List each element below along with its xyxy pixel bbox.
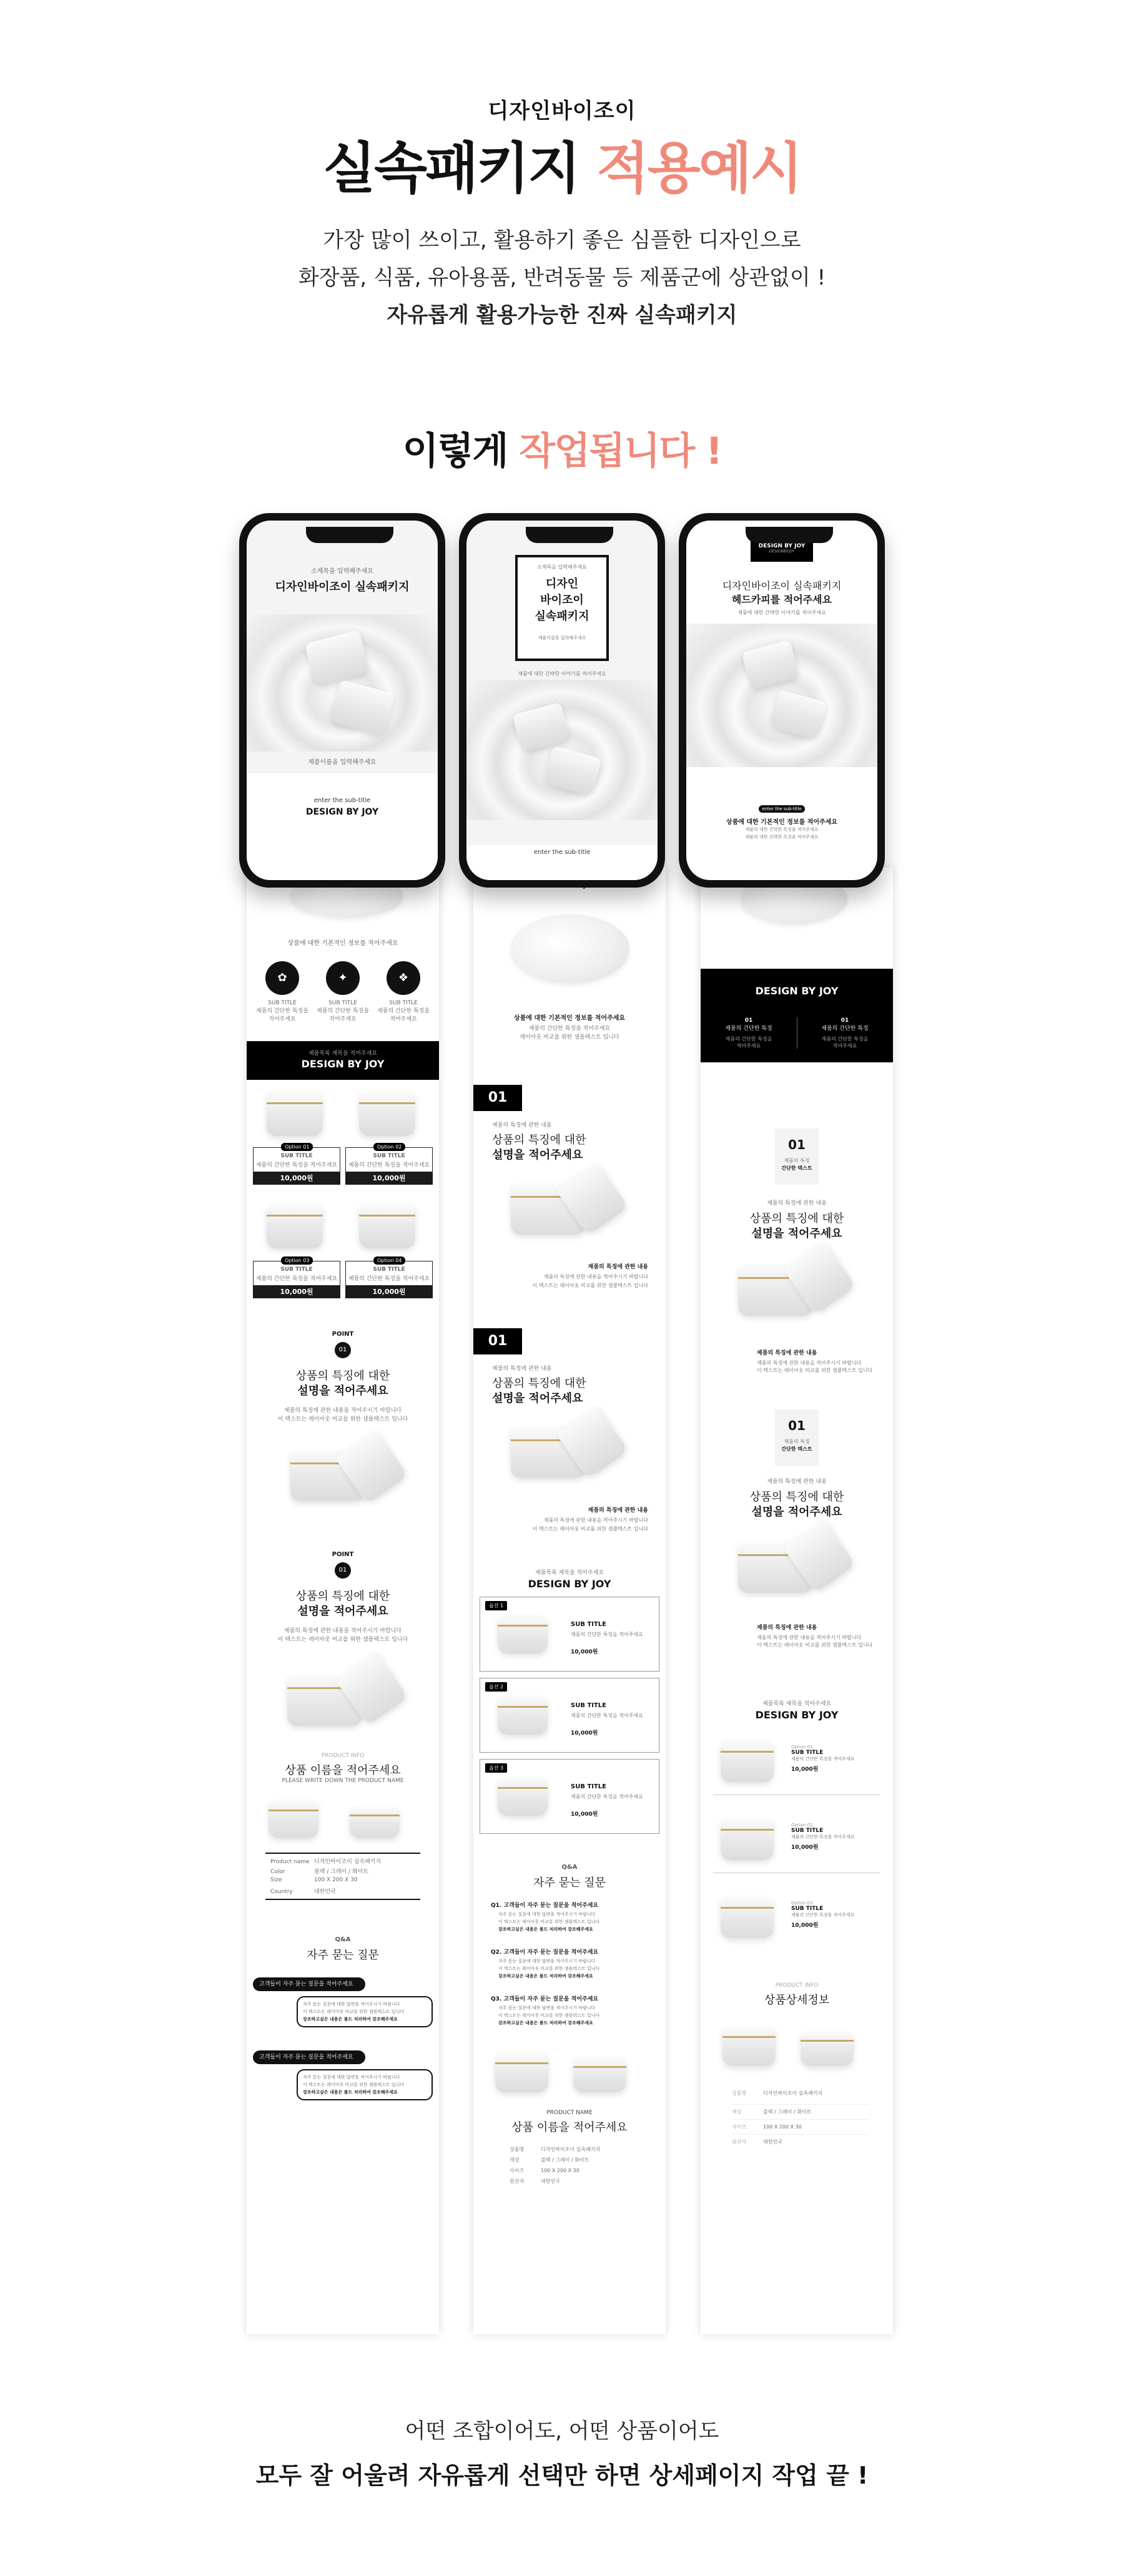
- hero-title-accent: 적용예시: [596, 136, 801, 200]
- detail-page-column-1: [247, 868, 439, 2334]
- faq-answer: 이 텍스트는 레이아웃 비교를 위한 샘플텍스트 입니다: [498, 1966, 600, 1971]
- point-title-2: 설명을 적어주세요: [297, 1384, 388, 1398]
- point-number: 01: [335, 1342, 351, 1358]
- point-desc-1: 제품의 특징에 관한 내용을 적어주시기 바랍니다: [283, 1628, 402, 1634]
- product-name-label: PRODUCT NAME: [546, 2110, 593, 2116]
- feature-title: SUB TITLE: [268, 1000, 297, 1006]
- point-label: POINT: [332, 1551, 354, 1558]
- intro-text: [0, 222, 1124, 334]
- product-image: [267, 1205, 323, 1248]
- feature-title-2: 설명을 적어주세요: [492, 1148, 583, 1162]
- faq-question[interactable]: Q1. 고객들이 자주 묻는 질문을 적어주세요: [491, 1903, 599, 1909]
- product-image: [269, 1801, 318, 1838]
- faq-answer: 자주 묻는 질문에 대한 답변을 적어주시기 바랍니다 이 텍스트는 레이아웃 비교를 위한 샘플텍스트 입니다 강조하고싶은 내용은 볼드 처리하여 강조해주세요: [297, 1996, 433, 2027]
- phone-subtitle: 헤드카피를 적어주세요: [731, 594, 832, 605]
- product-title: SUB TITLE: [280, 1153, 313, 1159]
- banner-item: 01 제품의 간단한 특징 제품의 간단한 특징을 적어주세요: [725, 1017, 772, 1049]
- phone-mockup-1: [239, 513, 445, 888]
- product-info-label: PRODUCT INFO: [321, 1753, 365, 1759]
- point-title-1: 상품의 특징에 대한: [295, 1369, 390, 1383]
- phone-caption: 제품이름을 입력해주세요: [308, 759, 377, 766]
- feature-label: 제품의 특징에 관한 내용: [767, 1200, 827, 1207]
- list-small-title: 제품목록 제목을 적어주세요: [535, 1570, 604, 1576]
- table-row: 상품명 디자인바이조이 실속패키지: [510, 2147, 601, 2152]
- option-tag: Option 02: [373, 1143, 405, 1151]
- phone-mockup-3: [679, 513, 885, 888]
- list-small-title: 제품목록 제목을 적어주세요: [762, 1701, 832, 1707]
- product-card[interactable]: [253, 1144, 340, 1172]
- feature-label: 제품의 특징에 관한 내용: [492, 1122, 552, 1129]
- phone-screen: [686, 521, 877, 880]
- phone-title: 디자인바이조이 실속패키지: [722, 580, 842, 592]
- table-row: Color 블랙 / 그레이 / 화이트: [270, 1869, 369, 1875]
- product-image: [801, 2032, 854, 2066]
- feature-item: [317, 1000, 369, 1022]
- feature-right-desc: 이 텍스트는 레이아웃 비교를 위한 샘플텍스트 입니다: [757, 1642, 873, 1648]
- product-image: [359, 1092, 415, 1136]
- product-price: 10,000원: [345, 1172, 433, 1185]
- feature-title-1: 상품의 특징에 대한: [492, 1134, 586, 1147]
- feature-item: [256, 1000, 308, 1022]
- feature-number: 01: [473, 1085, 522, 1111]
- section-title-main: 이렇게: [402, 429, 508, 473]
- phone-title: 디자인바이조이 실속패키지: [275, 580, 410, 594]
- feature-right-desc: 제품의 특징에 관한 내용을 적어주시기 바랍니다: [757, 1360, 862, 1366]
- product-title: SUB TITLE: [280, 1266, 313, 1273]
- product-list-banner: [247, 1041, 439, 1080]
- card-price: 10,000원: [571, 1811, 598, 1818]
- faq-answer: 자주 묻는 질문에 대한 답변을 적어주시기 바랍니다 이 텍스트는 레이아웃 비교를 위한 샘플텍스트 입니다 강조하고싶은 내용은 볼드 처리하여 강조해주세요: [297, 2069, 433, 2100]
- list-title: DESIGN BY JOY: [528, 1578, 611, 1590]
- table-row: 색상 블랙 / 그레이 / 화이트: [732, 2105, 869, 2120]
- table-row: 사이즈 100 X 200 X 30: [510, 2168, 579, 2173]
- card-desc: 제품의 간단한 특징을 적어주세요: [571, 1632, 643, 1637]
- intro-line-3: 자유롭게 활용가능한 진짜 실속패키지: [387, 303, 737, 328]
- spec-table: [510, 2146, 647, 2188]
- product-image: [722, 2027, 776, 2066]
- feature-right-title: 제품의 특징에 관한 내용: [757, 1350, 817, 1356]
- feature-item: [377, 1000, 430, 1022]
- phone-mockup-2: [459, 513, 665, 888]
- product-price: 10,000원: [253, 1286, 340, 1298]
- faq-answer: 이 텍스트는 레이아웃 비교를 위한 샘플텍스트 입니다: [498, 1919, 600, 1924]
- table-row: 원산지 대한민국: [510, 2178, 560, 2184]
- feature-right-desc: 이 텍스트는 레이아웃 비교를 위한 샘플텍스트 입니다: [532, 1526, 648, 1532]
- option-tag: 옵션 2: [485, 1682, 507, 1692]
- product-image: [498, 1616, 548, 1653]
- feature-title-2: 설명을 적어주세요: [751, 1227, 842, 1240]
- banner-small: 제품목록 제목을 적어주세요: [308, 1050, 378, 1057]
- point-desc-1: 제품의 특징에 관한 내용을 적어주시기 바랍니다: [283, 1408, 402, 1414]
- faq-answer: 강조하고싶은 내용은 볼드 처리하여 강조해주세요: [498, 1927, 593, 1932]
- phone-footer: enter the sub-title: [466, 845, 658, 880]
- spec-table: [732, 2090, 869, 2150]
- product-image: [573, 2059, 626, 2092]
- option-tag: Option 04: [373, 1256, 405, 1265]
- product-image: [721, 1819, 774, 1860]
- product-price: 10,000원: [345, 1286, 433, 1298]
- spec-table: [270, 1857, 420, 1897]
- product-image: [267, 1092, 323, 1136]
- info-title: 상품에 대한 기본적인 정보를 적어주세요: [513, 1015, 626, 1022]
- point-desc-2: 이 텍스트는 레이아웃 비교를 위한 샘플텍스트 입니다: [277, 1637, 408, 1643]
- feature-icon-1: ✿: [265, 961, 299, 995]
- feature-right-desc: 이 텍스트는 레이아웃 비교를 위한 샘플텍스트 입니다: [757, 1368, 873, 1373]
- table-row: Size 100 X 200 X 30: [270, 1877, 358, 1883]
- faq-answer: 자주 묻는 질문에 대한 답변을 적어주시기 바랍니다: [498, 2005, 596, 2010]
- point-number: 01: [335, 1562, 351, 1579]
- faq-question[interactable]: Q2. 고객들이 자주 묻는 질문을 적어주세요: [491, 1949, 599, 1956]
- banner-title: DESIGN BY JOY: [301, 1058, 385, 1070]
- title-frame: 소제목을 입력해주세요 디자인 바이조이 실속패키지 제품이름을 입력해주세요: [515, 555, 609, 661]
- feature-right-title: 제품의 특징에 관한 내용: [588, 1264, 648, 1270]
- section-title: [0, 421, 1124, 475]
- option-card-3[interactable]: [480, 1759, 659, 1834]
- brand-name: 디자인바이조이: [488, 99, 636, 124]
- footer-line-2: 모두 잘 어울려 자유롭게 선택만 하면 상세페이지 작업 끝 !: [255, 2462, 869, 2489]
- point-desc-2: 이 텍스트는 레이아웃 비교를 위한 샘플텍스트 입니다: [277, 1416, 408, 1423]
- qa-title: 자주 묻는 질문: [307, 1949, 379, 1962]
- product-image: [721, 1741, 774, 1782]
- card-desc: 제품의 간단한 특징을 적어주세요: [571, 1794, 643, 1800]
- option-card-1[interactable]: [480, 1597, 659, 1672]
- product-card[interactable]: [345, 1258, 433, 1286]
- cream-swatch: [511, 914, 629, 983]
- subtitle-tag: enter the sub-title: [759, 805, 805, 813]
- qa-title: 자주 묻는 질문: [533, 1876, 606, 1889]
- feature-icon-3: ❖: [387, 961, 420, 995]
- phone-info: 상품에 대한 기본적인 정보를 적어주세요: [726, 819, 838, 826]
- qa-label: Q&A: [561, 1864, 578, 1871]
- feature-icon-2: ✦: [326, 961, 360, 995]
- table-row: Country 대한민국: [270, 1889, 336, 1895]
- feature-title: SUB TITLE: [389, 1000, 418, 1006]
- option-tag: Option 03: [281, 1256, 313, 1265]
- feature-right-desc: 제품의 특징에 관한 내용을 적어주시기 바랍니다: [543, 1517, 648, 1523]
- faq-answer: 자주 묻는 질문에 대한 답변을 적어주시기 바랍니다: [498, 1912, 596, 1917]
- phone-desc: 제품에 대한 간략한 이야기를 적어주세요: [518, 671, 606, 677]
- list-title: DESIGN BY JOY: [755, 1709, 839, 1721]
- option-tag: 옵션 1: [485, 1601, 507, 1610]
- point-title-2: 설명을 적어주세요: [297, 1605, 388, 1618]
- qa-label: Q&A: [335, 1936, 351, 1943]
- feature-right-desc: 제품의 특징에 관한 내용을 적어주시기 바랍니다: [543, 1274, 648, 1280]
- product-title: SUB TITLE: [373, 1266, 405, 1273]
- table-row: Product name 디자인바이조이 실속패키지: [270, 1859, 382, 1865]
- banner-item: 01 제품의 간단한 특징 제품의 간단한 특징을 적어주세요: [821, 1017, 869, 1049]
- info-desc: 제품의 간단한 특징을 적어주세요: [528, 1026, 611, 1032]
- info-text: 상품에 대한 기본적인 정보를 적어주세요: [287, 940, 398, 947]
- faq-answer: 강조하고싶은 내용은 볼드 처리하여 강조해주세요: [498, 1974, 593, 1979]
- table-row: 사이즈 100 X 200 X 30: [732, 2120, 869, 2135]
- feature-banner: [701, 969, 893, 1062]
- product-image: [495, 2054, 548, 2092]
- phone-notch: [746, 527, 833, 543]
- faq-question[interactable]: Q3. 고객들이 자주 묻는 질문을 적어주세요: [491, 1996, 599, 2002]
- feature-desc: 적어주세요: [269, 1016, 296, 1022]
- card-price: 10,000원: [571, 1649, 598, 1655]
- list-item-text[interactable]: Option 02 SUB TITLE 제품의 간단한 특징을 적어주세요 10,000원: [791, 1823, 855, 1851]
- feature-label: 제품의 특징에 관한 내용: [767, 1479, 827, 1485]
- feature-title-1: 상품의 특징에 대한: [749, 1212, 844, 1225]
- feature-right-desc: 제품의 특징에 관한 내용을 적어주시기 바랍니다: [757, 1635, 862, 1640]
- feature-right-title: 제품의 특징에 관한 내용: [757, 1625, 817, 1631]
- phone-info-desc: 제품의 대한 간략한 특징을 적어주세요: [745, 835, 819, 840]
- product-image: [350, 1807, 400, 1838]
- list-item-text[interactable]: Option 01 SUB TITLE 제품의 간단한 특징을 적어주세요 10,000원: [791, 1745, 855, 1773]
- product-image: [721, 1898, 774, 1938]
- product-image: [359, 1205, 415, 1248]
- list-item-text[interactable]: Option 03 SUB TITLE 제품의 간단한 특징을 적어주세요 10,000원: [791, 1901, 855, 1929]
- hero-title: [0, 125, 1124, 203]
- feature-desc: 제품의 간단한 특징을: [256, 1008, 308, 1014]
- product-name-title: 상품 이름을 적어주세요: [511, 2121, 628, 2134]
- table-row: 색상 블랙 / 그레이 / 화이트: [510, 2157, 589, 2163]
- card-title: SUB TITLE: [571, 1702, 606, 1709]
- phone-notch: [526, 527, 613, 543]
- card-title: SUB TITLE: [571, 1783, 606, 1790]
- feature-right-desc: 이 텍스트는 레이아웃 비교를 위한 샘플텍스트 입니다: [532, 1283, 648, 1288]
- info-desc: 레이아웃 비교를 위한 샘플텍스트 입니다: [520, 1034, 619, 1041]
- brand-badge: DESIGN BY JOY DESIGNBYJOY: [751, 537, 813, 562]
- product-price: 10,000원: [253, 1172, 340, 1185]
- detail-page-column-3: [701, 868, 893, 2334]
- feature-number-box: 01 제품의 특징 간단한 텍스트: [775, 1129, 819, 1185]
- option-card-2[interactable]: [480, 1678, 659, 1753]
- phone-notch: [306, 527, 393, 543]
- faq-question[interactable]: 고객들이 자주 묻는 질문을 적어주세요: [253, 2050, 365, 2064]
- product-info-sub: PLEASE WRITE DOWN THE PRODUCT NAME: [282, 1778, 404, 1784]
- intro-line-2: 화장품, 식품, 유아용품, 반려동물 등 제품군에 상관없이 !: [298, 265, 826, 290]
- product-desc: 제품의 간단한 특징을 적어주세요: [348, 1276, 430, 1282]
- product-image: [498, 1778, 548, 1816]
- phone-desc: 제품에 대한 간략한 이야기를 적어주세요: [737, 610, 826, 615]
- intro-line-1: 가장 많이 쓰이고, 활용하기 좋은 심플한 디자인으로: [323, 228, 801, 253]
- product-info-title: 상품 이름을 적어주세요: [285, 1764, 401, 1777]
- faq-question[interactable]: 고객들이 자주 묻는 질문을 적어주세요: [253, 1977, 365, 1991]
- card-title: SUB TITLE: [571, 1621, 606, 1628]
- phone-small-title: 소제목을 입력해주세요: [311, 568, 373, 575]
- feature-desc: 적어주세요: [329, 1016, 357, 1022]
- card-price: 10,000원: [571, 1730, 598, 1736]
- product-card[interactable]: [345, 1144, 433, 1172]
- footer-line-1: 어떤 조합이어도, 어떤 상품이어도: [405, 2419, 719, 2444]
- point-label: POINT: [332, 1331, 354, 1338]
- section-title-accent: 작업됩니다 !: [519, 429, 722, 473]
- product-image: [498, 1697, 548, 1735]
- feature-desc: 적어주세요: [390, 1016, 417, 1022]
- phone-footer: enter the sub-title DESIGN BY JOY: [247, 773, 438, 880]
- table-row: 상품명 디자인바이조이 실속패키지: [732, 2090, 869, 2105]
- phone-screen: [466, 521, 658, 880]
- feature-desc: 제품의 간단한 특징을: [317, 1008, 369, 1014]
- phone-screen: [247, 521, 438, 880]
- detail-label: PRODUCT INFO: [775, 1982, 819, 1989]
- feature-title: SUB TITLE: [328, 1000, 357, 1006]
- product-desc: 제품의 간단한 특징을 적어주세요: [255, 1162, 338, 1168]
- product-desc: 제품의 간단한 특징을 적어주세요: [255, 1276, 338, 1282]
- feature-right-title: 제품의 특징에 관한 내용: [588, 1507, 648, 1514]
- feature-title-1: 상품의 특징에 대한: [749, 1491, 844, 1504]
- product-title: SUB TITLE: [373, 1153, 405, 1159]
- detail-title: 상품상세정보: [764, 1994, 830, 2007]
- table-row: 원산지 대한민국: [732, 2139, 782, 2145]
- point-title-1: 상품의 특징에 대한: [295, 1590, 390, 1603]
- feature-number: 01: [473, 1328, 522, 1354]
- feature-number-box: 01 제품의 특징 간단한 텍스트: [775, 1409, 819, 1466]
- option-tag: 옵션 3: [485, 1763, 507, 1773]
- feature-label: 제품의 특징에 관한 내용: [492, 1366, 552, 1372]
- banner-title: DESIGN BY JOY: [755, 985, 839, 997]
- card-desc: 제품의 간단한 특징을 적어주세요: [571, 1713, 643, 1718]
- product-desc: 제품의 간단한 특징을 적어주세요: [348, 1162, 430, 1168]
- faq-answer: 이 텍스트는 레이아웃 비교를 위한 샘플텍스트 입니다: [498, 2013, 600, 2018]
- feature-title-1: 상품의 특징에 대한: [492, 1377, 586, 1390]
- faq-answer: 강조하고싶은 내용은 볼드 처리하여 강조해주세요: [498, 2020, 593, 2025]
- hero-title-main: 실속패키지: [323, 136, 579, 200]
- table-bottom-line: [265, 1899, 420, 1900]
- detail-page-column-2: [473, 868, 666, 2334]
- feature-title-2: 설명을 적어주세요: [492, 1392, 583, 1405]
- feature-desc: 제품의 간단한 특징을: [377, 1008, 430, 1014]
- feature-title-2: 설명을 적어주세요: [751, 1506, 842, 1519]
- table-top-line: [265, 1853, 420, 1854]
- phone-info-desc: 제품의 대한 간략한 특징을 적어주세요: [745, 827, 819, 832]
- faq-answer: 자주 묻는 질문에 대한 답변을 적어주시기 바랍니다: [498, 1959, 596, 1964]
- option-tag: Option 01: [281, 1143, 313, 1151]
- product-card[interactable]: [253, 1258, 340, 1286]
